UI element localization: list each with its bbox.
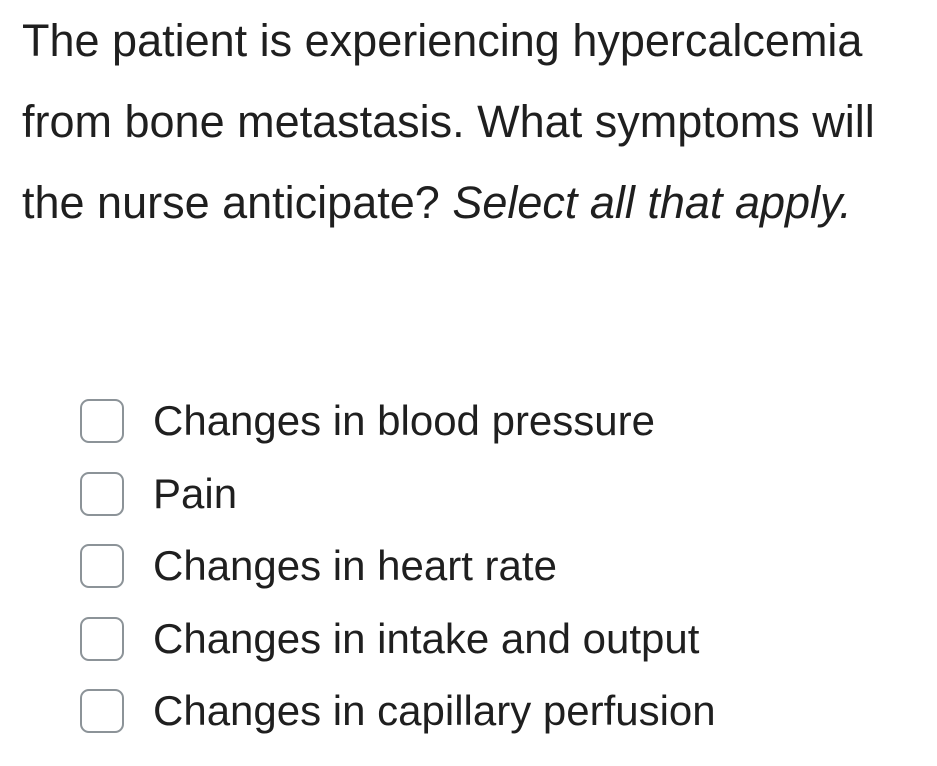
checkbox[interactable] [80,689,124,733]
option-label: Changes in blood pressure [153,397,655,445]
checkbox[interactable] [80,544,124,588]
option-pain[interactable] [80,458,716,531]
option-changes-in-blood-pressure[interactable] [80,385,716,458]
checkbox[interactable] [80,472,124,516]
option-changes-in-capillary-perfusion[interactable] [80,675,716,748]
checkbox[interactable] [80,617,124,661]
option-label: Changes in heart rate [153,542,557,590]
question-text: The patient is experiencing hypercalcemia from bone metastasis. What symptoms will the nurse anticipate? [22,15,875,228]
option-changes-in-intake-and-output[interactable] [80,603,716,676]
option-label: Pain [153,469,238,517]
question-instruction: Select all that apply. [452,177,852,228]
question-prompt [22,0,927,243]
checkbox[interactable] [80,399,124,443]
option-label: Changes in intake and output [153,614,700,662]
answer-options-list [80,385,716,748]
option-label: Changes in capillary perfusion [153,687,716,735]
option-changes-in-heart-rate[interactable] [80,530,716,603]
